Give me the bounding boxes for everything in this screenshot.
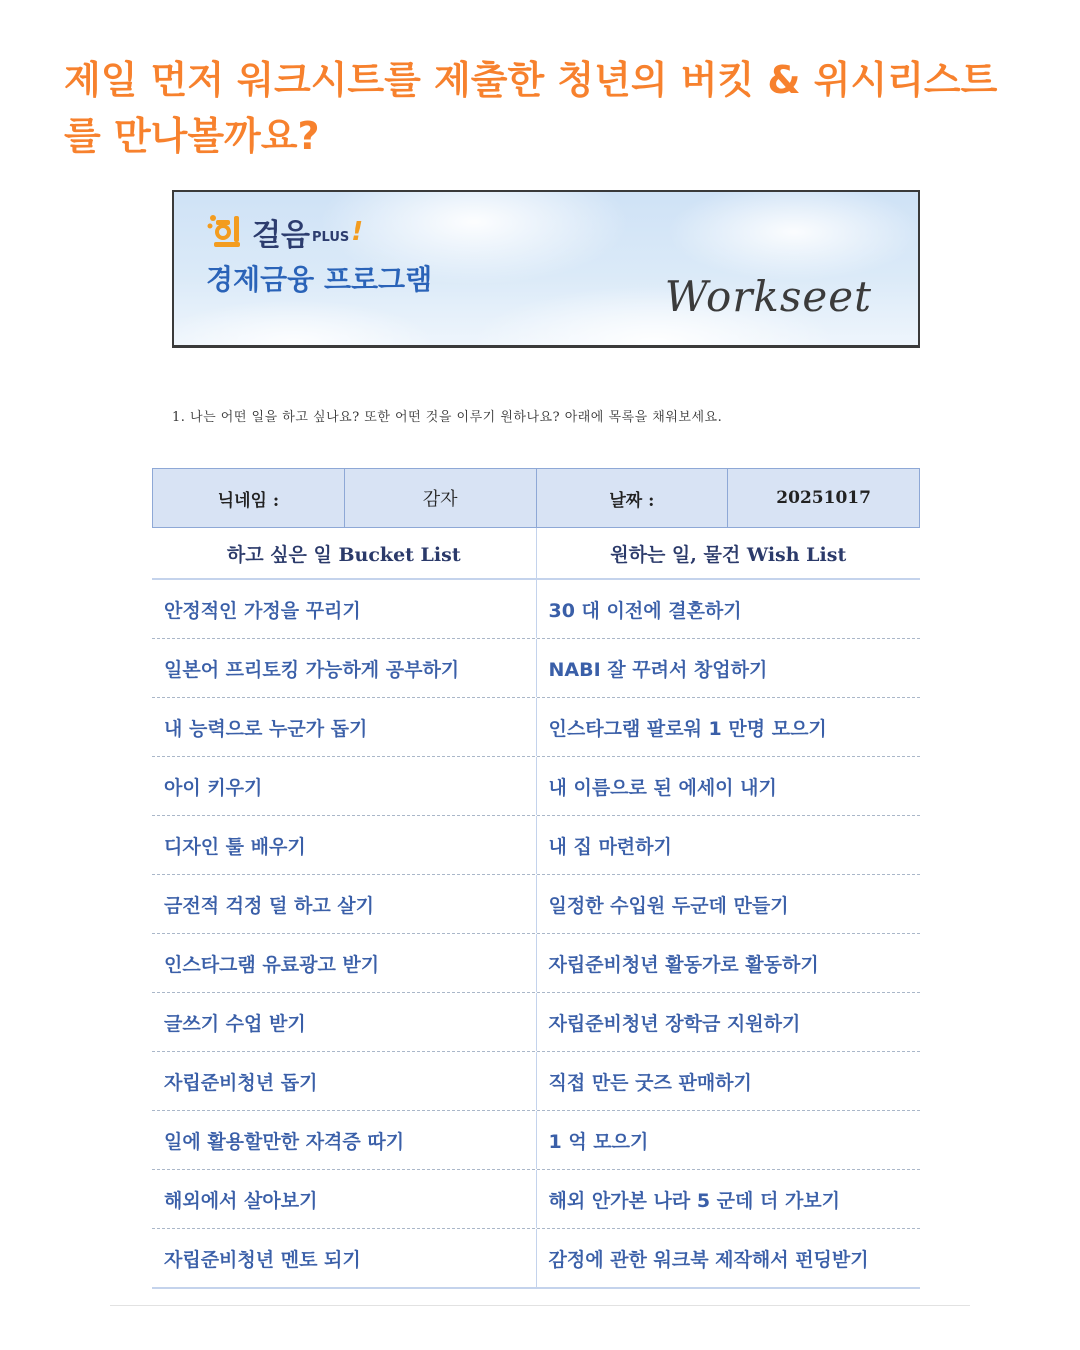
table-row (152, 934, 920, 993)
headline-line-1: 제일 먼저 워크시트를 제출한 청년의 버킷 & 위시리스트 (64, 58, 998, 102)
headline-line-2: 를 만나볼까요? (64, 114, 320, 158)
wish-item: NABI 잘 꾸려서 창업하기 (548, 658, 768, 681)
headline (64, 52, 1044, 164)
logo-text: 걸음 (252, 218, 310, 253)
table-row (152, 816, 920, 875)
date-value: 20251017 (776, 488, 871, 508)
bucket-item: 일본어 프리토킹 가능하게 공부하기 (152, 639, 537, 697)
program-title: 경제금융 프로그램 (206, 263, 433, 296)
bucket-item: 일에 활용할만한 자격증 따기 (152, 1111, 537, 1169)
wish-item: 내 집 마련하기 (548, 835, 672, 858)
wish-item: 30 대 이전에 결혼하기 (548, 599, 742, 622)
bucket-item: 자립준비청년 멘토 되기 (152, 1229, 537, 1287)
wish-item: 자립준비청년 활동가로 활동하기 (548, 953, 819, 976)
bucket-item: 해외에서 살아보기 (152, 1170, 537, 1228)
logo-exclamation: ! (351, 217, 364, 247)
table-row (152, 1170, 920, 1229)
list-headers (152, 528, 920, 580)
table-row (152, 993, 920, 1052)
wish-item: 직접 만든 굿즈 판매하기 (548, 1071, 752, 1094)
question-text: 1. 나는 어떤 일을 하고 싶나요? 또한 어떤 것을 이루기 원하나요? 아래에 목록을 채워보세요. (172, 410, 723, 425)
wish-item: 자립준비청년 장학금 지원하기 (548, 1012, 801, 1035)
han-logo-icon (206, 212, 246, 252)
worksheet-banner (172, 190, 920, 348)
workseet-title: Workseet (664, 272, 872, 321)
bucket-item: 안정적인 가정을 꾸리기 (152, 580, 537, 638)
table-row (152, 1111, 920, 1170)
wish-item: 내 이름으로 된 에세이 내기 (548, 776, 777, 799)
logo-plus: PLUS (311, 229, 350, 245)
table-row (152, 698, 920, 757)
wish-item: 일정한 수입원 두군데 만들기 (548, 894, 789, 917)
bucket-item: 내 능력으로 누군가 돕기 (152, 698, 537, 756)
date-label: 날짜 : (537, 469, 729, 527)
wish-item: 인스타그램 팔로워 1 만명 모으기 (548, 717, 827, 740)
bucket-item: 인스타그램 유료광고 받기 (152, 934, 537, 992)
bucket-item: 글쓰기 수업 받기 (152, 993, 537, 1051)
wish-item: 감정에 관한 워크북 제작해서 펀딩받기 (548, 1248, 869, 1271)
bottom-divider (110, 1305, 970, 1306)
bucket-item: 디자인 툴 배우기 (152, 816, 537, 874)
list-rows (152, 580, 920, 1289)
table-row (152, 1052, 920, 1111)
logo (206, 210, 363, 254)
table-info-header (152, 468, 920, 528)
wish-list-header: 원하는 일, 물건 Wish List (610, 543, 847, 566)
table-row (152, 580, 920, 639)
bucket-item: 자립준비청년 돕기 (152, 1052, 537, 1110)
table-row (152, 757, 920, 816)
table-row (152, 875, 920, 934)
bucket-item: 아이 키우기 (152, 757, 537, 815)
bucket-item: 금전적 걱정 덜 하고 살기 (152, 875, 537, 933)
wish-item: 1 억 모으기 (548, 1130, 649, 1153)
table-row (152, 1229, 920, 1289)
bucket-list-header: 하고 싶은 일 Bucket List (152, 528, 537, 578)
nickname-label: 닉네임 : (153, 469, 345, 527)
wish-item: 해외 안가본 나라 5 군데 더 가보기 (548, 1189, 841, 1212)
nickname-value: 감자 (345, 469, 537, 527)
bucket-wish-table (152, 468, 920, 1289)
table-row (152, 639, 920, 698)
